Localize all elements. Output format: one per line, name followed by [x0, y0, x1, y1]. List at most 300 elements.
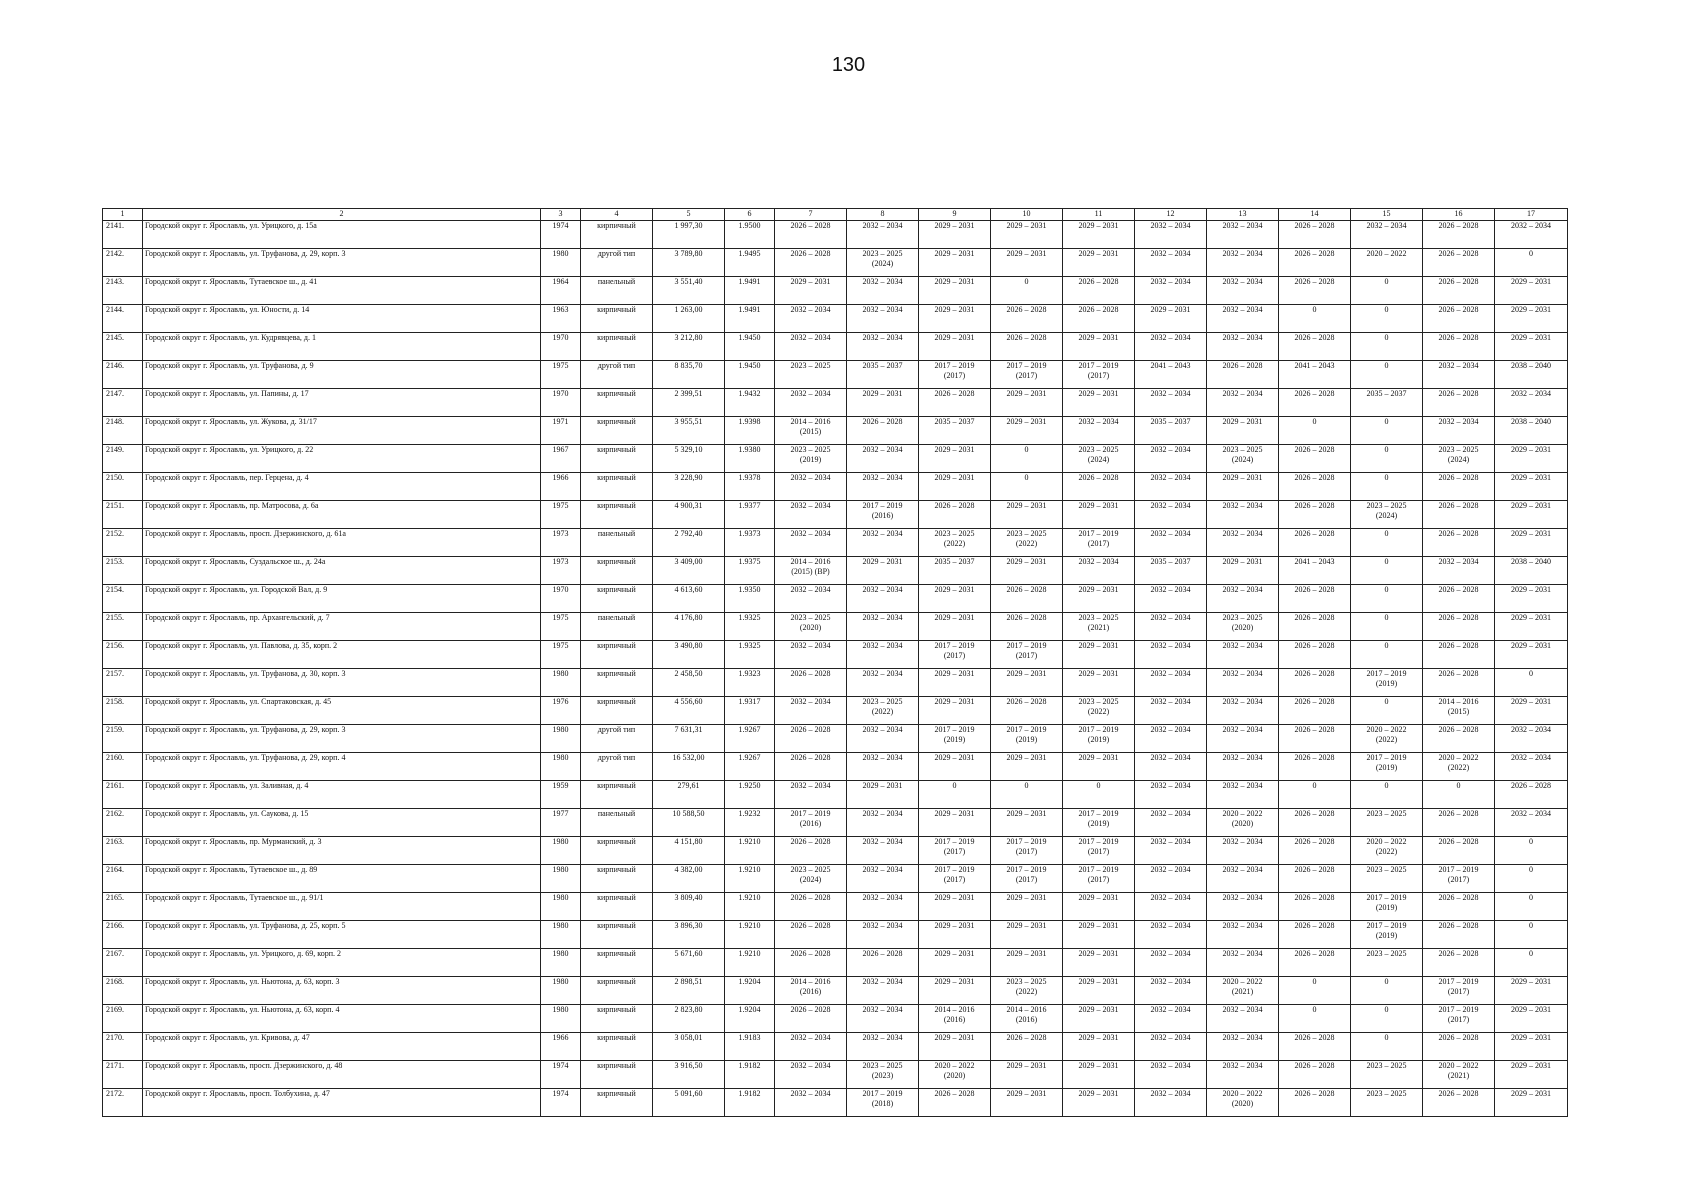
table-row: [103, 893, 1568, 921]
period-cell-col-16: 2026 – 2028: [1423, 249, 1495, 277]
period-cell-col-10: 2017 – 2019 (2017): [991, 361, 1063, 389]
period-cell-col-8: 2032 – 2034: [847, 977, 919, 1005]
repair-schedule-table: [102, 208, 1568, 1117]
table-row: [103, 389, 1568, 417]
coefficient-cell: 1.9182: [725, 1061, 775, 1089]
period-cell-col-10: 2029 – 2031: [991, 753, 1063, 781]
area-cell: 5 329,10: [653, 445, 725, 473]
period-cell-col-15: 0: [1351, 557, 1423, 585]
wall-material-cell: кирпичный: [581, 1033, 653, 1061]
period-cell-col-14: 2026 – 2028: [1279, 921, 1351, 949]
address-cell: Городской округ г. Ярославль, ул. Урицкого, д. 15а: [143, 221, 541, 249]
area-cell: 2 792,40: [653, 529, 725, 557]
table-row: [103, 529, 1568, 557]
period-cell-col-15: 2017 – 2019 (2019): [1351, 921, 1423, 949]
period-cell-col-10: 2029 – 2031: [991, 921, 1063, 949]
period-cell-col-14: 2026 – 2028: [1279, 613, 1351, 641]
coefficient-cell: 1.9373: [725, 529, 775, 557]
period-cell-col-12: 2032 – 2034: [1135, 333, 1207, 361]
year-cell: 1974: [541, 221, 581, 249]
row-number-cell: 2170.: [103, 1033, 143, 1061]
coefficient-cell: 1.9398: [725, 417, 775, 445]
period-cell-col-13: 2032 – 2034: [1207, 697, 1279, 725]
period-cell-col-9: 2026 – 2028: [919, 501, 991, 529]
area-cell: 3 809,40: [653, 893, 725, 921]
period-cell-col-9: 2029 – 2031: [919, 333, 991, 361]
period-cell-col-10: 2029 – 2031: [991, 501, 1063, 529]
row-number-cell: 2164.: [103, 865, 143, 893]
table-row: [103, 305, 1568, 333]
period-cell-col-11: 2023 – 2025 (2021): [1063, 613, 1135, 641]
row-number-cell: 2167.: [103, 949, 143, 977]
period-cell-col-7: 2023 – 2025 (2020): [775, 613, 847, 641]
address-cell: Городской округ г. Ярославль, ул. Ньютона, д. 63, корп. 3: [143, 977, 541, 1005]
period-cell-col-12: 2032 – 2034: [1135, 389, 1207, 417]
period-cell-col-11: 2029 – 2031: [1063, 249, 1135, 277]
period-cell-col-15: 0: [1351, 361, 1423, 389]
table-row: [103, 277, 1568, 305]
coefficient-cell: 1.9204: [725, 977, 775, 1005]
period-cell-col-9: 2029 – 2031: [919, 809, 991, 837]
area-cell: 5 091,60: [653, 1089, 725, 1117]
row-number-cell: 2169.: [103, 1005, 143, 1033]
period-cell-col-11: 2023 – 2025 (2024): [1063, 445, 1135, 473]
period-cell-col-11: 2029 – 2031: [1063, 1005, 1135, 1033]
wall-material-cell: кирпичный: [581, 585, 653, 613]
period-cell-col-16: 2020 – 2022 (2022): [1423, 753, 1495, 781]
period-cell-col-12: 2032 – 2034: [1135, 249, 1207, 277]
period-cell-col-12: 2032 – 2034: [1135, 949, 1207, 977]
period-cell-col-13: 2032 – 2034: [1207, 305, 1279, 333]
period-cell-col-13: 2032 – 2034: [1207, 277, 1279, 305]
period-cell-col-7: 2032 – 2034: [775, 1061, 847, 1089]
period-cell-col-17: 0: [1495, 949, 1568, 977]
period-cell-col-9: 2029 – 2031: [919, 921, 991, 949]
period-cell-col-13: 2029 – 2031: [1207, 557, 1279, 585]
period-cell-col-12: 2032 – 2034: [1135, 865, 1207, 893]
period-cell-col-15: 2020 – 2022 (2022): [1351, 837, 1423, 865]
period-cell-col-10: 2029 – 2031: [991, 669, 1063, 697]
period-cell-col-10: 2017 – 2019 (2017): [991, 641, 1063, 669]
period-cell-col-15: 2035 – 2037: [1351, 389, 1423, 417]
address-cell: Городской округ г. Ярославль, ул. Труфанова, д. 29, корп. 3: [143, 725, 541, 753]
area-cell: 4 900,31: [653, 501, 725, 529]
period-cell-col-8: 2029 – 2031: [847, 389, 919, 417]
period-cell-col-15: 0: [1351, 977, 1423, 1005]
row-number-cell: 2159.: [103, 725, 143, 753]
period-cell-col-14: 2026 – 2028: [1279, 277, 1351, 305]
period-cell-col-12: 2032 – 2034: [1135, 445, 1207, 473]
year-cell: 1980: [541, 865, 581, 893]
year-cell: 1980: [541, 949, 581, 977]
year-cell: 1959: [541, 781, 581, 809]
period-cell-col-11: 2029 – 2031: [1063, 893, 1135, 921]
period-cell-col-10: 2029 – 2031: [991, 389, 1063, 417]
period-cell-col-14: 2026 – 2028: [1279, 249, 1351, 277]
table-row: [103, 1089, 1568, 1117]
period-cell-col-10: 2026 – 2028: [991, 613, 1063, 641]
address-cell: Городской округ г. Ярославль, ул. Труфанова, д. 30, корп. 3: [143, 669, 541, 697]
period-cell-col-12: 2035 – 2037: [1135, 417, 1207, 445]
period-cell-col-15: 2023 – 2025: [1351, 1089, 1423, 1117]
period-cell-col-17: 0: [1495, 865, 1568, 893]
period-cell-col-8: 2017 – 2019 (2016): [847, 501, 919, 529]
area-cell: 1 997,30: [653, 221, 725, 249]
wall-material-cell: кирпичный: [581, 865, 653, 893]
period-cell-col-12: 2032 – 2034: [1135, 837, 1207, 865]
period-cell-col-15: 2017 – 2019 (2019): [1351, 669, 1423, 697]
period-cell-col-15: 2023 – 2025: [1351, 809, 1423, 837]
period-cell-col-11: 2029 – 2031: [1063, 1033, 1135, 1061]
period-cell-col-8: 2032 – 2034: [847, 333, 919, 361]
period-cell-col-17: 2029 – 2031: [1495, 529, 1568, 557]
table-row: [103, 1005, 1568, 1033]
area-cell: 3 490,80: [653, 641, 725, 669]
area-cell: 7 631,31: [653, 725, 725, 753]
period-cell-col-17: 2029 – 2031: [1495, 641, 1568, 669]
period-cell-col-17: 0: [1495, 669, 1568, 697]
period-cell-col-8: 2032 – 2034: [847, 277, 919, 305]
period-cell-col-11: 2029 – 2031: [1063, 333, 1135, 361]
period-cell-col-13: 2032 – 2034: [1207, 669, 1279, 697]
period-cell-col-10: 2029 – 2031: [991, 417, 1063, 445]
table-row: [103, 1061, 1568, 1089]
period-cell-col-13: 2032 – 2034: [1207, 249, 1279, 277]
coefficient-cell: 1.9325: [725, 613, 775, 641]
period-cell-col-10: 2029 – 2031: [991, 249, 1063, 277]
period-cell-col-8: 2026 – 2028: [847, 417, 919, 445]
period-cell-col-14: 2026 – 2028: [1279, 697, 1351, 725]
period-cell-col-13: 2032 – 2034: [1207, 893, 1279, 921]
period-cell-col-12: 2029 – 2031: [1135, 305, 1207, 333]
period-cell-col-8: 2032 – 2034: [847, 641, 919, 669]
address-cell: Городской округ г. Ярославль, ул. Ньютона, д. 63, корп. 4: [143, 1005, 541, 1033]
period-cell-col-14: 2026 – 2028: [1279, 389, 1351, 417]
period-cell-col-17: 2029 – 2031: [1495, 1061, 1568, 1089]
period-cell-col-11: 2017 – 2019 (2017): [1063, 865, 1135, 893]
period-cell-col-7: 2026 – 2028: [775, 753, 847, 781]
period-cell-col-10: 2029 – 2031: [991, 809, 1063, 837]
period-cell-col-9: 2017 – 2019 (2017): [919, 641, 991, 669]
period-cell-col-14: 0: [1279, 1005, 1351, 1033]
period-cell-col-17: 2029 – 2031: [1495, 445, 1568, 473]
period-cell-col-12: 2032 – 2034: [1135, 977, 1207, 1005]
period-cell-col-14: 2026 – 2028: [1279, 725, 1351, 753]
area-cell: 279,61: [653, 781, 725, 809]
period-cell-col-15: 0: [1351, 613, 1423, 641]
period-cell-col-12: 2032 – 2034: [1135, 1033, 1207, 1061]
period-cell-col-12: 2032 – 2034: [1135, 725, 1207, 753]
coefficient-cell: 1.9380: [725, 445, 775, 473]
period-cell-col-13: 2032 – 2034: [1207, 641, 1279, 669]
period-cell-col-7: 2014 – 2016 (2015): [775, 417, 847, 445]
period-cell-col-9: 2035 – 2037: [919, 417, 991, 445]
period-cell-col-9: 2029 – 2031: [919, 277, 991, 305]
area-cell: 4 382,00: [653, 865, 725, 893]
period-cell-col-16: 2026 – 2028: [1423, 725, 1495, 753]
period-cell-col-12: 2032 – 2034: [1135, 613, 1207, 641]
period-cell-col-8: 2032 – 2034: [847, 753, 919, 781]
table-row: [103, 333, 1568, 361]
period-cell-col-13: 2032 – 2034: [1207, 753, 1279, 781]
row-number-cell: 2172.: [103, 1089, 143, 1117]
period-cell-col-13: 2029 – 2031: [1207, 473, 1279, 501]
period-cell-col-16: 2017 – 2019 (2017): [1423, 1005, 1495, 1033]
period-cell-col-8: 2032 – 2034: [847, 809, 919, 837]
period-cell-col-11: 2029 – 2031: [1063, 585, 1135, 613]
column-header-1: 1: [103, 209, 143, 221]
period-cell-col-12: 2032 – 2034: [1135, 753, 1207, 781]
period-cell-col-7: 2017 – 2019 (2016): [775, 809, 847, 837]
wall-material-cell: кирпичный: [581, 305, 653, 333]
year-cell: 1980: [541, 837, 581, 865]
period-cell-col-14: 2041 – 2043: [1279, 361, 1351, 389]
row-number-cell: 2155.: [103, 613, 143, 641]
wall-material-cell: кирпичный: [581, 977, 653, 1005]
period-cell-col-10: 2026 – 2028: [991, 333, 1063, 361]
wall-material-cell: кирпичный: [581, 389, 653, 417]
period-cell-col-9: 2029 – 2031: [919, 949, 991, 977]
period-cell-col-8: 2032 – 2034: [847, 585, 919, 613]
area-cell: 3 212,80: [653, 333, 725, 361]
wall-material-cell: кирпичный: [581, 893, 653, 921]
period-cell-col-7: 2032 – 2034: [775, 305, 847, 333]
period-cell-col-10: 2023 – 2025 (2022): [991, 977, 1063, 1005]
period-cell-col-10: 0: [991, 473, 1063, 501]
period-cell-col-14: 2026 – 2028: [1279, 1089, 1351, 1117]
column-header-13: 13: [1207, 209, 1279, 221]
period-cell-col-15: 2032 – 2034: [1351, 221, 1423, 249]
table-row: [103, 865, 1568, 893]
period-cell-col-9: 2017 – 2019 (2017): [919, 837, 991, 865]
period-cell-col-8: 2032 – 2034: [847, 473, 919, 501]
year-cell: 1977: [541, 809, 581, 837]
year-cell: 1980: [541, 977, 581, 1005]
period-cell-col-17: 2029 – 2031: [1495, 473, 1568, 501]
period-cell-col-13: 2032 – 2034: [1207, 221, 1279, 249]
period-cell-col-13: 2032 – 2034: [1207, 949, 1279, 977]
period-cell-col-8: 2032 – 2034: [847, 837, 919, 865]
period-cell-col-8: 2017 – 2019 (2018): [847, 1089, 919, 1117]
period-cell-col-11: 2029 – 2031: [1063, 501, 1135, 529]
coefficient-cell: 1.9350: [725, 585, 775, 613]
period-cell-col-14: 0: [1279, 781, 1351, 809]
period-cell-col-9: 2035 – 2037: [919, 557, 991, 585]
period-cell-col-15: 0: [1351, 585, 1423, 613]
period-cell-col-11: 2017 – 2019 (2017): [1063, 361, 1135, 389]
period-cell-col-13: 2020 – 2022 (2020): [1207, 1089, 1279, 1117]
period-cell-col-17: 2026 – 2028: [1495, 781, 1568, 809]
coefficient-cell: 1.9183: [725, 1033, 775, 1061]
period-cell-col-7: 2026 – 2028: [775, 725, 847, 753]
period-cell-col-10: 2026 – 2028: [991, 697, 1063, 725]
table-row: [103, 669, 1568, 697]
period-cell-col-9: 2029 – 2031: [919, 613, 991, 641]
wall-material-cell: кирпичный: [581, 949, 653, 977]
period-cell-col-15: 2020 – 2022 (2022): [1351, 725, 1423, 753]
period-cell-col-17: 2032 – 2034: [1495, 221, 1568, 249]
period-cell-col-12: 2032 – 2034: [1135, 1061, 1207, 1089]
period-cell-col-9: 2029 – 2031: [919, 585, 991, 613]
period-cell-col-7: 2026 – 2028: [775, 949, 847, 977]
period-cell-col-10: 2029 – 2031: [991, 557, 1063, 585]
address-cell: Городской округ г. Ярославль, Суздальское ш., д. 24а: [143, 557, 541, 585]
period-cell-col-17: 2029 – 2031: [1495, 585, 1568, 613]
period-cell-col-9: 2029 – 2031: [919, 669, 991, 697]
period-cell-col-10: 2014 – 2016 (2016): [991, 1005, 1063, 1033]
period-cell-col-10: 2026 – 2028: [991, 305, 1063, 333]
area-cell: 4 176,80: [653, 613, 725, 641]
coefficient-cell: 1.9210: [725, 893, 775, 921]
period-cell-col-15: 2017 – 2019 (2019): [1351, 753, 1423, 781]
row-number-cell: 2142.: [103, 249, 143, 277]
row-number-cell: 2156.: [103, 641, 143, 669]
period-cell-col-7: 2014 – 2016 (2015) (ВР): [775, 557, 847, 585]
coefficient-cell: 1.9432: [725, 389, 775, 417]
period-cell-col-7: 2026 – 2028: [775, 921, 847, 949]
year-cell: 1967: [541, 445, 581, 473]
period-cell-col-16: 2026 – 2028: [1423, 641, 1495, 669]
year-cell: 1966: [541, 473, 581, 501]
row-number-cell: 2171.: [103, 1061, 143, 1089]
address-cell: Городской округ г. Ярославль, просп. Толбухина, д. 47: [143, 1089, 541, 1117]
period-cell-col-14: 2041 – 2043: [1279, 557, 1351, 585]
area-cell: 3 551,40: [653, 277, 725, 305]
year-cell: 1974: [541, 1089, 581, 1117]
period-cell-col-16: 2026 – 2028: [1423, 277, 1495, 305]
period-cell-col-14: 2026 – 2028: [1279, 529, 1351, 557]
period-cell-col-13: 2032 – 2034: [1207, 725, 1279, 753]
period-cell-col-13: 2020 – 2022 (2021): [1207, 977, 1279, 1005]
table-row: [103, 501, 1568, 529]
period-cell-col-8: 2032 – 2034: [847, 305, 919, 333]
period-cell-col-8: 2032 – 2034: [847, 669, 919, 697]
wall-material-cell: кирпичный: [581, 417, 653, 445]
wall-material-cell: кирпичный: [581, 837, 653, 865]
period-cell-col-14: 0: [1279, 305, 1351, 333]
wall-material-cell: кирпичный: [581, 473, 653, 501]
period-cell-col-8: 2032 – 2034: [847, 1005, 919, 1033]
wall-material-cell: кирпичный: [581, 921, 653, 949]
table-row: [103, 585, 1568, 613]
period-cell-col-7: 2032 – 2034: [775, 1033, 847, 1061]
period-cell-col-13: 2026 – 2028: [1207, 361, 1279, 389]
wall-material-cell: кирпичный: [581, 557, 653, 585]
period-cell-col-12: 2032 – 2034: [1135, 473, 1207, 501]
period-cell-col-12: 2032 – 2034: [1135, 585, 1207, 613]
table-row: [103, 949, 1568, 977]
table-row: [103, 361, 1568, 389]
period-cell-col-17: 2029 – 2031: [1495, 1089, 1568, 1117]
address-cell: Городской округ г. Ярославль, Тутаевское ш., д. 41: [143, 277, 541, 305]
period-cell-col-12: 2032 – 2034: [1135, 921, 1207, 949]
coefficient-cell: 1.9450: [725, 361, 775, 389]
area-cell: 3 955,51: [653, 417, 725, 445]
area-cell: 8 835,70: [653, 361, 725, 389]
address-cell: Городской округ г. Ярославль, пр. Матросова, д. 6а: [143, 501, 541, 529]
address-cell: Городской округ г. Ярославль, ул. Кудрявцева, д. 1: [143, 333, 541, 361]
coefficient-cell: 1.9378: [725, 473, 775, 501]
period-cell-col-13: 2032 – 2034: [1207, 781, 1279, 809]
period-cell-col-11: 2032 – 2034: [1063, 417, 1135, 445]
row-number-cell: 2151.: [103, 501, 143, 529]
period-cell-col-9: 2023 – 2025 (2022): [919, 529, 991, 557]
period-cell-col-10: 0: [991, 445, 1063, 473]
period-cell-col-10: 2029 – 2031: [991, 1061, 1063, 1089]
period-cell-col-7: 2032 – 2034: [775, 529, 847, 557]
table-row: [103, 641, 1568, 669]
row-number-cell: 2158.: [103, 697, 143, 725]
row-number-cell: 2143.: [103, 277, 143, 305]
year-cell: 1980: [541, 893, 581, 921]
period-cell-col-17: 2029 – 2031: [1495, 277, 1568, 305]
period-cell-col-7: 2026 – 2028: [775, 893, 847, 921]
period-cell-col-15: 0: [1351, 333, 1423, 361]
period-cell-col-9: 2017 – 2019 (2017): [919, 361, 991, 389]
row-number-cell: 2153.: [103, 557, 143, 585]
period-cell-col-12: 2032 – 2034: [1135, 893, 1207, 921]
period-cell-col-13: 2029 – 2031: [1207, 417, 1279, 445]
period-cell-col-16: 2026 – 2028: [1423, 333, 1495, 361]
year-cell: 1975: [541, 501, 581, 529]
period-cell-col-16: 2026 – 2028: [1423, 1033, 1495, 1061]
wall-material-cell: другой тип: [581, 361, 653, 389]
period-cell-col-8: 2023 – 2025 (2022): [847, 697, 919, 725]
address-cell: Городской округ г. Ярославль, ул. Спартаковская, д. 45: [143, 697, 541, 725]
period-cell-col-10: 2026 – 2028: [991, 1033, 1063, 1061]
period-cell-col-12: 2032 – 2034: [1135, 697, 1207, 725]
period-cell-col-16: 2026 – 2028: [1423, 809, 1495, 837]
table-row: [103, 921, 1568, 949]
period-cell-col-17: 0: [1495, 893, 1568, 921]
period-cell-col-10: 2023 – 2025 (2022): [991, 529, 1063, 557]
address-cell: Городской округ г. Ярославль, ул. Папины, д. 17: [143, 389, 541, 417]
period-cell-col-12: 2032 – 2034: [1135, 277, 1207, 305]
coefficient-cell: 1.9182: [725, 1089, 775, 1117]
address-cell: Городской округ г. Ярославль, пр. Мурманский, д. 3: [143, 837, 541, 865]
coefficient-cell: 1.9495: [725, 249, 775, 277]
address-cell: Городской округ г. Ярославль, ул. Кривова, д. 47: [143, 1033, 541, 1061]
period-cell-col-16: 0: [1423, 781, 1495, 809]
period-cell-col-10: 2029 – 2031: [991, 1089, 1063, 1117]
address-cell: Городской округ г. Ярославль, Тутаевское ш., д. 91/1: [143, 893, 541, 921]
area-cell: 4 613,60: [653, 585, 725, 613]
period-cell-col-8: 2032 – 2034: [847, 445, 919, 473]
coefficient-cell: 1.9491: [725, 277, 775, 305]
period-cell-col-13: 2032 – 2034: [1207, 1061, 1279, 1089]
wall-material-cell: кирпичный: [581, 221, 653, 249]
column-header-15: 15: [1351, 209, 1423, 221]
wall-material-cell: панельный: [581, 809, 653, 837]
coefficient-cell: 1.9491: [725, 305, 775, 333]
period-cell-col-17: 2038 – 2040: [1495, 417, 1568, 445]
period-cell-col-14: 0: [1279, 417, 1351, 445]
area-cell: 3 409,00: [653, 557, 725, 585]
period-cell-col-12: 2032 – 2034: [1135, 669, 1207, 697]
table-row: [103, 445, 1568, 473]
coefficient-cell: 1.9204: [725, 1005, 775, 1033]
coefficient-cell: 1.9325: [725, 641, 775, 669]
period-cell-col-10: 0: [991, 781, 1063, 809]
period-cell-col-16: 2026 – 2028: [1423, 473, 1495, 501]
period-cell-col-9: 2029 – 2031: [919, 305, 991, 333]
period-cell-col-9: 2029 – 2031: [919, 753, 991, 781]
row-number-cell: 2145.: [103, 333, 143, 361]
year-cell: 1980: [541, 921, 581, 949]
address-cell: Городской округ г. Ярославль, ул. Труфанова, д. 29, корп. 4: [143, 753, 541, 781]
wall-material-cell: кирпичный: [581, 697, 653, 725]
year-cell: 1970: [541, 333, 581, 361]
